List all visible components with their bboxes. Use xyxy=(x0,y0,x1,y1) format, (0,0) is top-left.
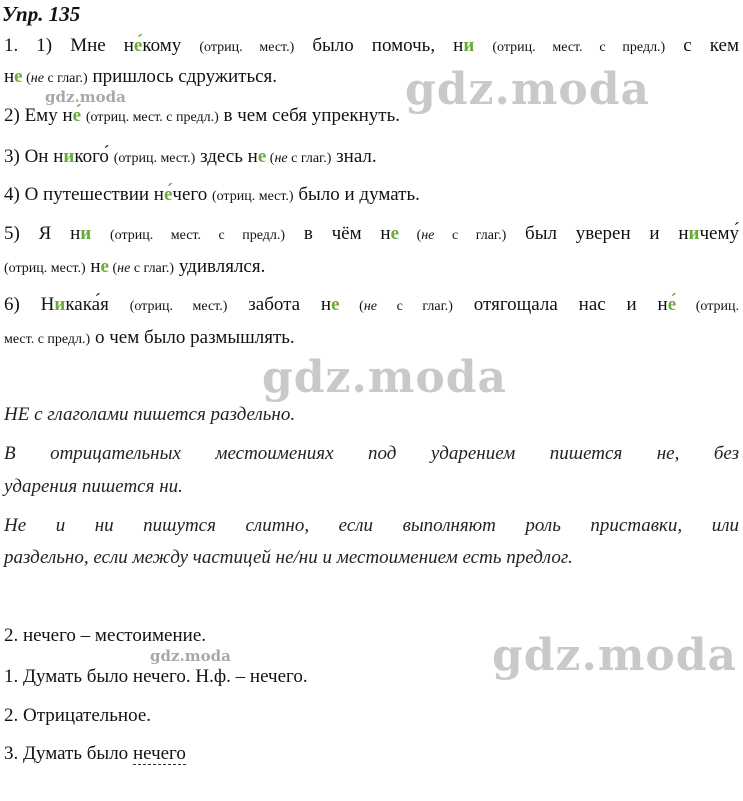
note: ( xyxy=(22,71,31,86)
text: забота н xyxy=(227,294,332,315)
analysis-line-2: 1. Думать было нечего. Н.ф. – нечего. xyxy=(4,666,308,687)
text xyxy=(91,223,110,244)
note-italic: не xyxy=(117,261,131,276)
text: с кем xyxy=(665,35,739,56)
text: кому xyxy=(142,35,200,56)
text: удивлялся. xyxy=(174,256,266,277)
text: о чем было размышлять. xyxy=(90,327,295,348)
text: в чём н xyxy=(285,223,391,244)
sentence-5-line-1 xyxy=(4,222,739,248)
highlight: и xyxy=(80,223,92,244)
note: мест. с предл.) xyxy=(4,332,91,347)
text: н xyxy=(85,256,101,277)
sentence-4 xyxy=(4,183,739,209)
note: с глаг.) xyxy=(376,299,453,314)
watermark: gdz.moda xyxy=(45,88,126,106)
text: знал. xyxy=(331,146,377,167)
note-italic: не xyxy=(363,299,377,314)
text: 3) Он н xyxy=(4,146,64,167)
highlight: е xyxy=(331,294,340,315)
note: (отриц. мест.) xyxy=(129,299,228,314)
highlight: е́ xyxy=(72,105,82,126)
highlight: е́ xyxy=(163,184,173,205)
exercise-title: Упр. 135 xyxy=(2,2,81,26)
note: с глаг.) xyxy=(287,151,332,166)
note-italic: не xyxy=(274,151,288,166)
highlight: е xyxy=(257,146,267,167)
highlight: е xyxy=(100,256,109,277)
note: (отриц. мест.) xyxy=(211,189,294,204)
text: был уверен и н xyxy=(506,223,689,244)
analysis-line-1: 2. нечего – местоимение. xyxy=(4,625,206,646)
watermark: gdz.moda xyxy=(405,64,651,115)
text: 5) Я н xyxy=(4,223,81,244)
note: ( xyxy=(399,228,422,243)
highlight: и xyxy=(63,146,75,167)
text: 4) О путешествии н xyxy=(4,184,164,205)
note: (отриц. мест.) xyxy=(4,261,86,276)
note: с глаг.) xyxy=(43,71,88,86)
rule-2-line-1: В отрицательных местоимениях под ударением пишется не, без xyxy=(4,443,739,464)
note: (отриц. мест.) xyxy=(113,151,196,166)
text: отягощала нас и н xyxy=(452,294,668,315)
underlined-word: нечего xyxy=(132,743,186,764)
text: было и думать. xyxy=(293,184,420,205)
highlight: е xyxy=(390,223,400,244)
text: в чем себя упрекнуть. xyxy=(218,105,401,126)
text: здесь н xyxy=(195,146,258,167)
text: 6) Н xyxy=(4,294,55,315)
note: ( xyxy=(339,299,364,314)
highlight: е́ xyxy=(667,294,677,315)
highlight: и xyxy=(688,223,700,244)
note: с глаг.) xyxy=(130,261,175,276)
text: чему́ xyxy=(699,223,740,244)
text: 1. 1) Мне н xyxy=(4,35,134,56)
note: (отриц. мест.) xyxy=(199,40,295,55)
note: (отриц. мест. с предл.) xyxy=(492,40,666,55)
text: н xyxy=(4,66,15,87)
text: кака́я xyxy=(65,294,130,315)
note: (отриц. мест. с предл.) xyxy=(110,228,286,243)
text xyxy=(474,35,492,56)
watermark: gdz.moda xyxy=(262,352,508,403)
highlight: и xyxy=(54,294,66,315)
highlight: е́ xyxy=(133,35,143,56)
note-italic: не xyxy=(421,228,435,243)
rule-3-line-2: раздельно, если между частицей не/ни и местоимением есть предлог. xyxy=(4,547,573,568)
note: ( xyxy=(108,261,118,276)
watermark: gdz.moda xyxy=(150,647,231,665)
sentence-1-line-1 xyxy=(4,34,739,60)
note: с глаг.) xyxy=(434,228,507,243)
rule-3-line-1: Не и ни пишутся слитно, если выполняют роль приставки, или xyxy=(4,515,739,536)
sentence-3 xyxy=(4,145,739,171)
sentence-6-line-1 xyxy=(4,293,739,319)
note: (отриц. мест. с предл.) xyxy=(85,110,219,125)
text: было помочь, н xyxy=(294,35,464,56)
analysis-line-3: 2. Отрицательное. xyxy=(4,705,151,726)
highlight: и xyxy=(463,35,475,56)
watermark: gdz.moda xyxy=(492,630,738,681)
note: ( xyxy=(266,151,275,166)
text: чего xyxy=(172,184,212,205)
text: кого́ xyxy=(74,146,114,167)
text: 3. Думать было xyxy=(4,743,133,764)
sentence-5-line-2 xyxy=(4,255,739,281)
rule-2-line-2: ударения пишется ни. xyxy=(4,476,183,497)
text: 2) Ему н xyxy=(4,105,73,126)
highlight: е xyxy=(14,66,23,87)
analysis-line-4 xyxy=(4,742,739,766)
sentence-6-line-2 xyxy=(4,326,739,352)
text: пришлось сдружиться. xyxy=(87,66,278,87)
rule-1: НЕ с глаголами пишется раздельно. xyxy=(4,404,296,425)
note: (отриц. xyxy=(676,299,739,314)
note-italic: не xyxy=(30,71,44,86)
